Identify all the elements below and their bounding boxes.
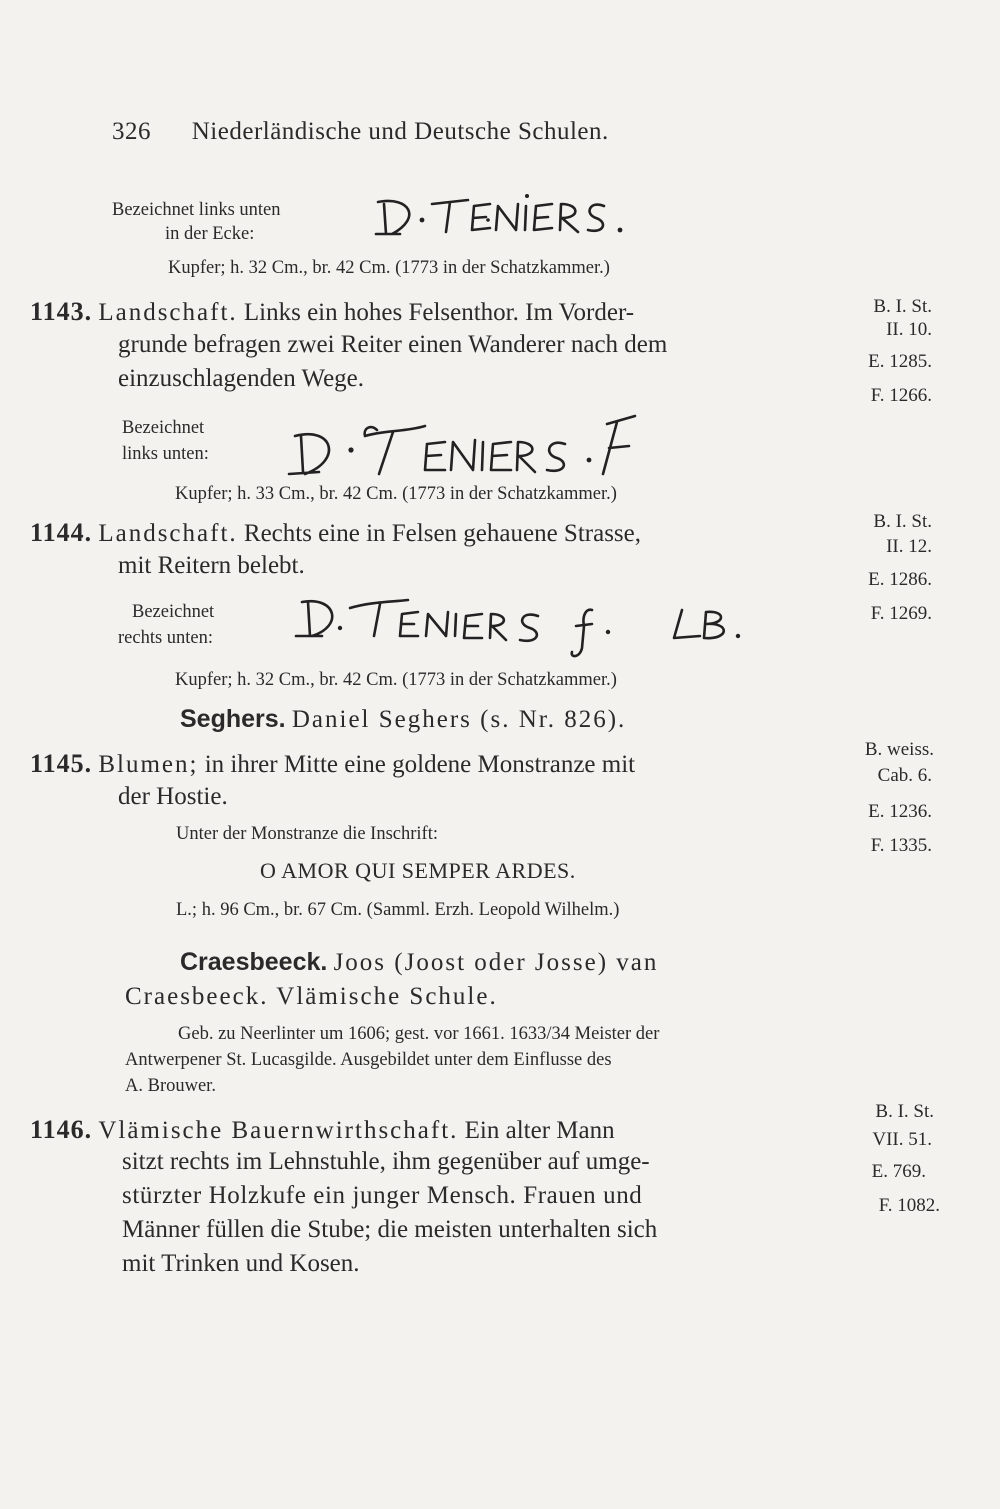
running-title: Niederländische und Deutsche Schulen. <box>191 118 609 145</box>
signature-label-line1: Bezeichnet links unten <box>112 200 281 220</box>
signature-drawing <box>290 586 760 666</box>
ref-1144-0: B. I. St. <box>873 511 932 532</box>
entry-1143-line1 <box>30 297 634 327</box>
entry-1146-line2: sitzt rechts im Lehnstuhle, ihm gegenüber auf umge- <box>122 1148 650 1175</box>
page-header <box>112 118 609 146</box>
artist-name: Craesbeeck. <box>180 948 328 976</box>
entry-1144-line2: mit Reitern belebt. <box>118 552 305 579</box>
ref-1144-1: II. 12. <box>886 536 932 557</box>
entry-text: Rechts eine in Felsen gehauene Strasse, <box>243 520 641 547</box>
ref-1144-2: E. 1286. <box>868 569 932 590</box>
entry-text: Ein alter Mann <box>464 1117 615 1144</box>
signature-image-teniers-2 <box>285 414 675 489</box>
entry-title: Blumen; <box>98 751 199 778</box>
entry-title: Landschaft. <box>98 299 238 326</box>
signature-drawing <box>370 190 660 240</box>
signature-label-1144-line2: rechts unten: <box>118 628 214 648</box>
entry-title: Vlämische Bauernwirthschaft. <box>98 1117 459 1144</box>
ref-1146-1: VII. 51. <box>872 1129 932 1150</box>
artist-bio-line1: Geb. zu Neerlinter um 1606; gest. vor 1661. 1633/34 Meister der <box>178 1024 660 1044</box>
entry-1145-line2: der Hostie. <box>118 783 228 810</box>
artist-bio-line3: A. Brouwer. <box>125 1076 216 1096</box>
signature-image-teniers-3 <box>290 586 760 671</box>
entry-1143-line2: grunde befragen zwei Reiter einen Wanderer nach dem <box>118 331 668 358</box>
ref-1145-0: B. weiss. <box>864 739 934 760</box>
artist-details: Daniel Seghers (s. Nr. 826). <box>291 706 627 733</box>
ref-1144-3: F. 1269. <box>870 603 932 624</box>
material-1143: Kupfer; h. 33 Cm., br. 42 Cm. (1773 in der Schatzkammer.) <box>175 484 617 504</box>
ref-1145-1: Cab. 6. <box>877 765 932 786</box>
signature-label-line2: in der Ecke: <box>165 224 255 244</box>
artist-details: Joos (Joost oder Josse) van <box>333 949 659 976</box>
entry-1145-line1 <box>30 749 635 779</box>
ref-1146-2: E. 769. <box>871 1161 926 1182</box>
artist-heading-craesbeeck-line1 <box>180 948 658 977</box>
ref-1143-3: F. 1266. <box>870 385 932 406</box>
inscription-note-1145: Unter der Monstranze die Inschrift: <box>176 824 438 844</box>
entry-number: 1146. <box>30 1115 93 1144</box>
material-1144: Kupfer; h. 32 Cm., br. 42 Cm. (1773 in der Schatzkammer.) <box>175 670 617 690</box>
ref-1145-3: F. 1335. <box>870 835 932 856</box>
ref-1146-3: F. 1082. <box>878 1195 940 1216</box>
artist-heading-craesbeeck-line2: Craesbeeck. Vlämische Schule. <box>125 983 498 1010</box>
page-number: 326 <box>112 118 151 145</box>
signature-label-1144-line1: Bezeichnet <box>132 602 215 622</box>
ref-1143-1: II. 10. <box>886 319 932 340</box>
signature-drawing <box>285 414 675 484</box>
signature-label-1143-line1: Bezeichnet <box>122 418 205 438</box>
material-1142: Kupfer; h. 32 Cm., br. 42 Cm. (1773 in der Schatzkammer.) <box>168 258 610 278</box>
artist-name: Seghers. <box>180 705 286 733</box>
artist-heading-seghers <box>180 705 626 734</box>
ref-1143-2: E. 1285. <box>868 351 932 372</box>
entry-number: 1143. <box>30 297 93 326</box>
entry-text: in ihrer Mitte eine goldene Monstranze mit <box>204 751 636 778</box>
entry-1146-line1 <box>30 1115 615 1145</box>
entry-1146-line5: mit Trinken und Kosen. <box>122 1250 360 1277</box>
entry-1144-line1 <box>30 518 641 548</box>
entry-number: 1145. <box>30 749 93 778</box>
ref-1145-2: E. 1236. <box>868 801 932 822</box>
artist-bio-line2: Antwerpener St. Lucasgilde. Ausgebildet unter dem Einflusse des <box>125 1050 612 1070</box>
ref-1146-0: B. I. St. <box>875 1101 934 1122</box>
inscription-1145: O AMOR QUI SEMPER ARDES. <box>260 858 576 883</box>
entry-text: Links ein hohes Felsenthor. Im Vorder- <box>243 299 635 326</box>
entry-1146-line4: Männer füllen die Stube; die meisten unterhalten sich <box>122 1216 658 1243</box>
material-1145: L.; h. 96 Cm., br. 67 Cm. (Samml. Erzh. Leopold Wilhelm.) <box>176 900 620 920</box>
signature-image-teniers-1 <box>370 190 660 245</box>
entry-1146-line3: stürzter Holzkufe ein junger Mensch. Frauen und <box>122 1182 643 1209</box>
entry-number: 1144. <box>30 518 93 547</box>
entry-title: Landschaft. <box>98 520 238 547</box>
entry-1143-line3: einzuschlagenden Wege. <box>118 365 365 392</box>
ref-1143-0: B. I. St. <box>873 296 932 317</box>
signature-label-1143-line2: links unten: <box>122 444 209 464</box>
